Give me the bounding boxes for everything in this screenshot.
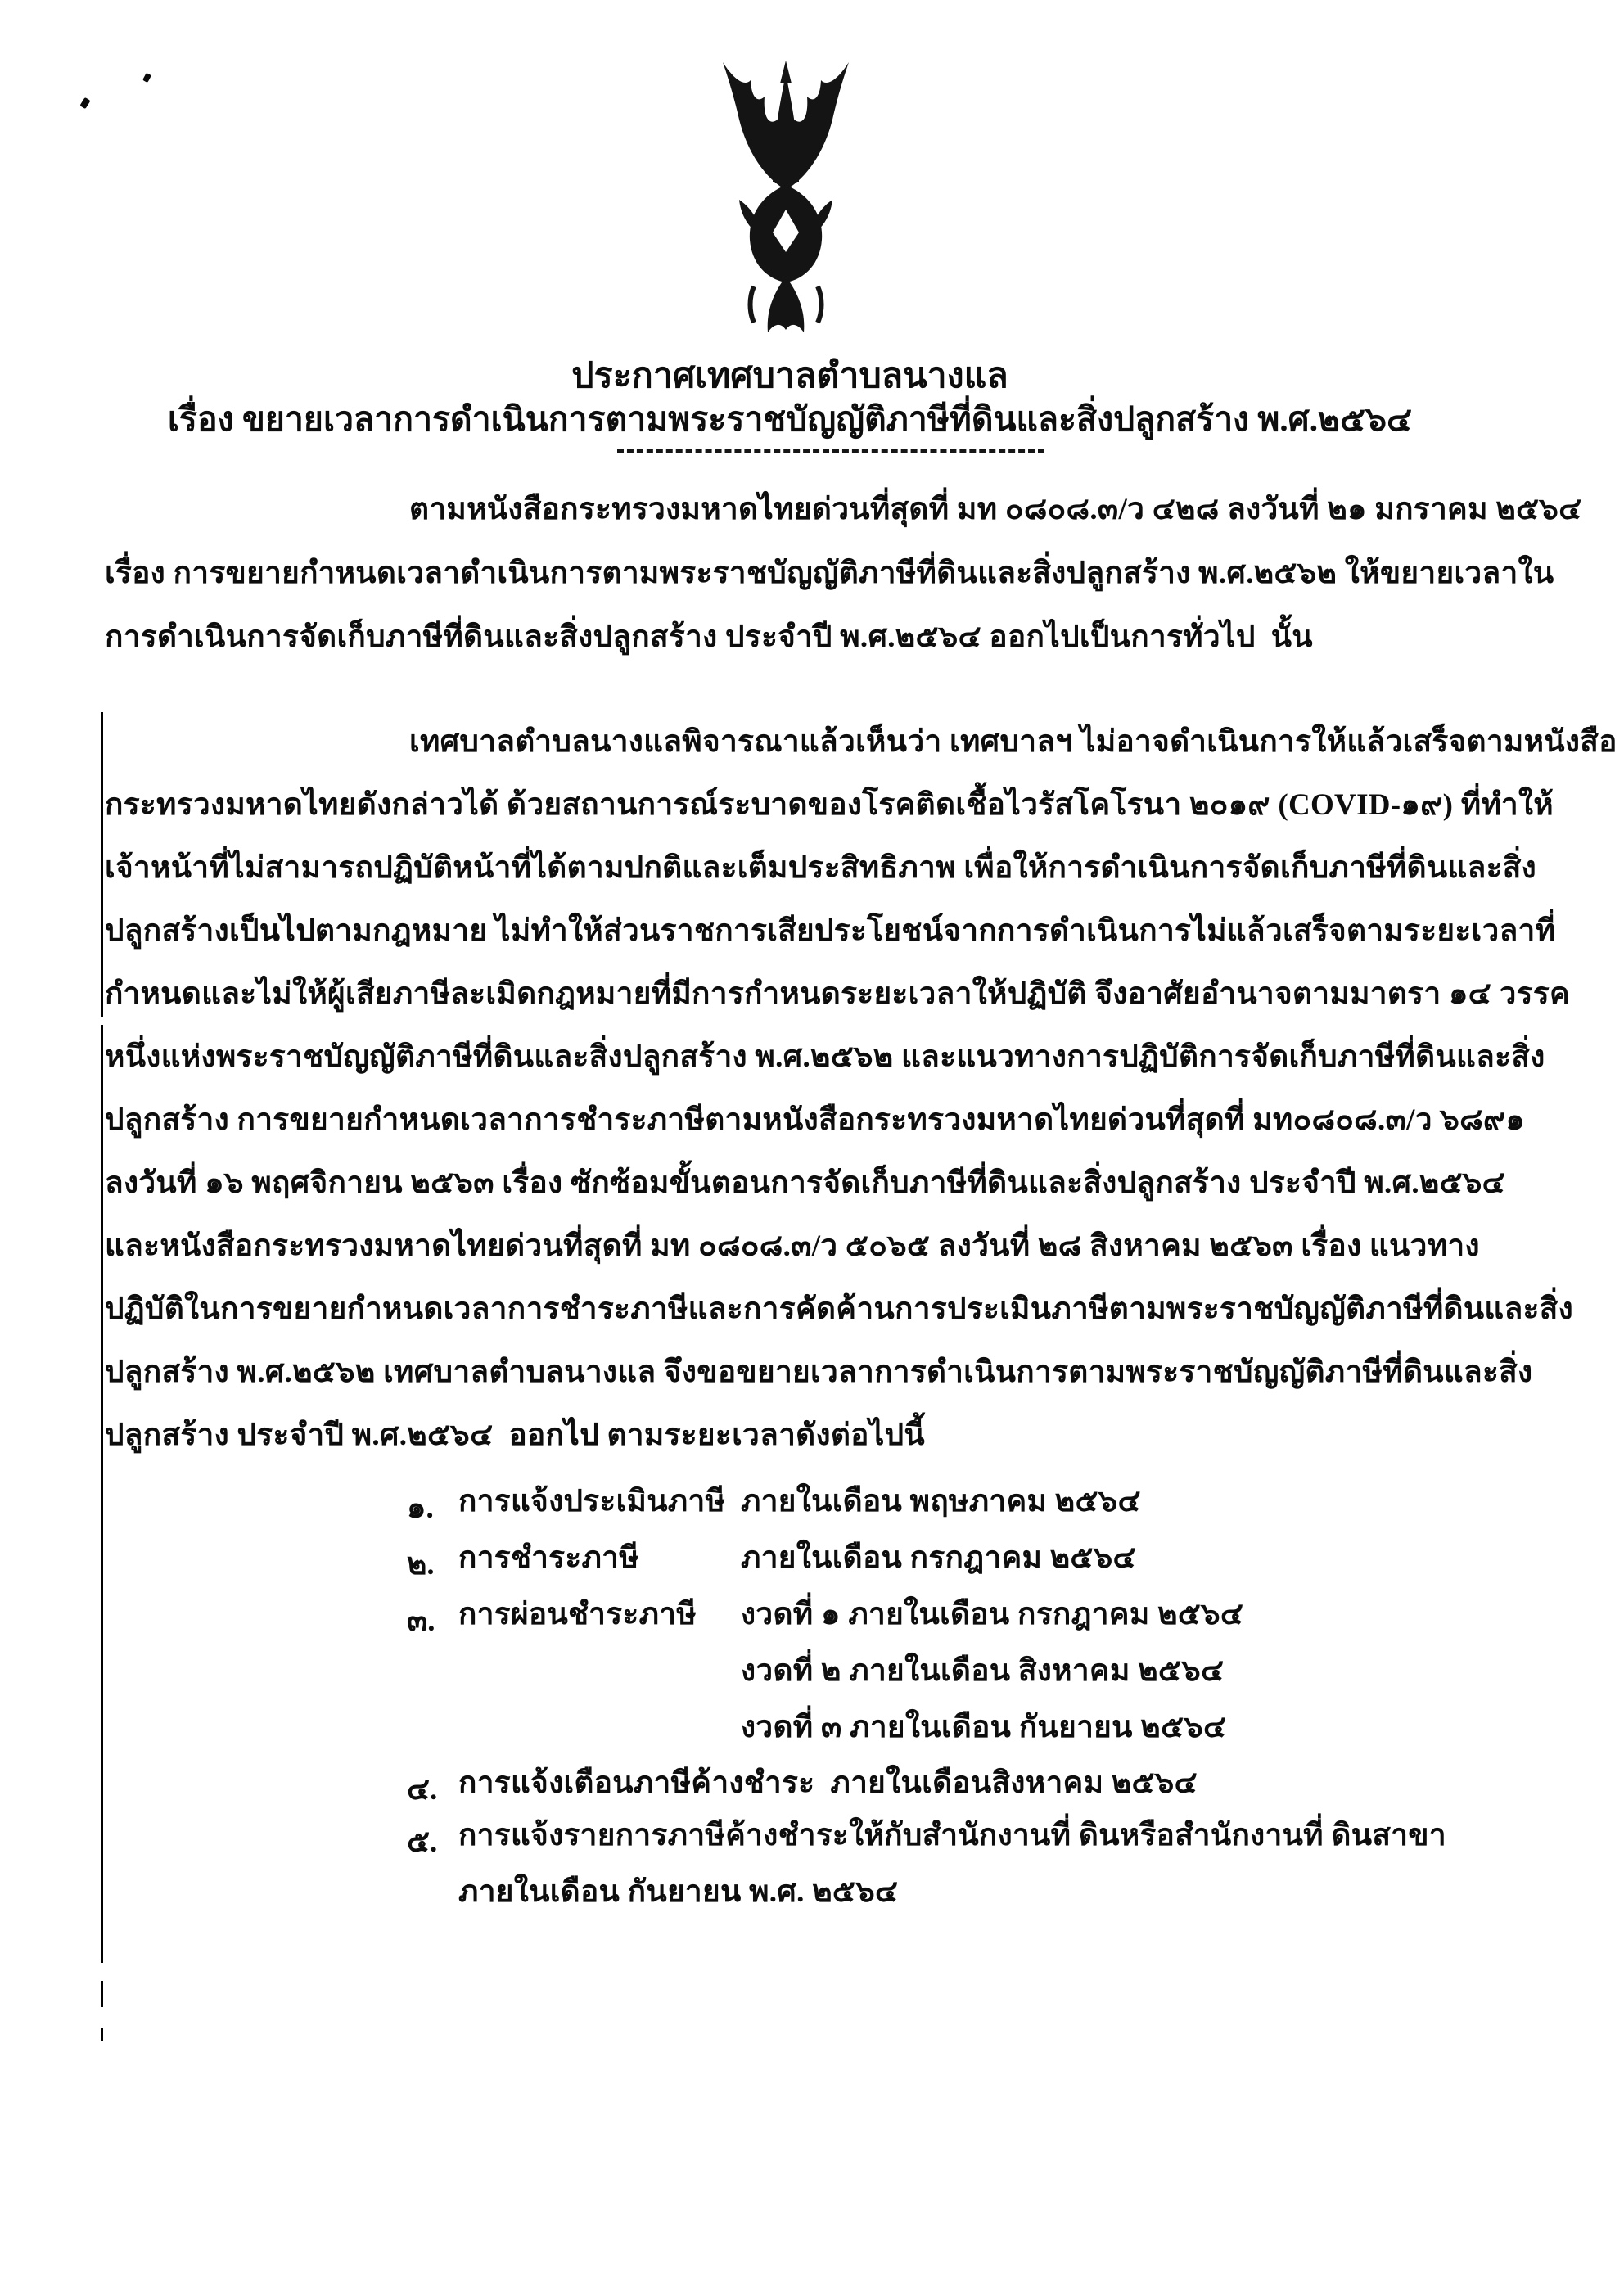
scan-artifact-line: [101, 1025, 103, 1963]
para1-line3: การดำเนินการจัดเก็บภาษีที่ดินและสิ่งปลูกสร้าง ประจำปี พ.ศ.๒๕๖๔ ออกไปเป็นการทั่วไป นั้น: [105, 620, 1313, 654]
para2-line12: ปลูกสร้าง ประจำปี พ.ศ.๒๕๖๔ ออกไป ตามระยะเวลาดังต่อไปนี้: [105, 1419, 925, 1452]
schedule-item1-number: ๑.: [407, 1491, 434, 1525]
scan-artifact-line: [101, 2028, 103, 2041]
schedule-item3-number: ๓.: [407, 1604, 435, 1638]
para2-line8: ลงวันที่ ๑๖ พฤศจิกายน ๒๕๖๓ เรื่อง ซักซ้อมขั้นตอนการจัดเก็บภาษีที่ดินและสิ่งปลูกสร้าง ประจำปี พ.ศ.๒๕๖๔: [105, 1166, 1505, 1200]
para2-line3: เจ้าหน้าที่ไม่สามารถปฏิบัติหน้าที่ได้ตามปกติและเต็มประสิทธิภาพ เพื่อให้การดำเนินการจัดเก็บภาษีที่ดินและสิ่ง: [105, 851, 1537, 885]
para2-line2: กระทรวงมหาดไทยดังกล่าวได้ ด้วยสถานการณ์ระบาดของโรคติดเชื้อไวรัสโคโรนา ๒๐๑๙ (COVID-๑๙) ที่ทำให้: [105, 788, 1554, 822]
separator-dashes: [617, 449, 1044, 453]
schedule-item2-number: ๒.: [407, 1548, 435, 1581]
para2-line1: เทศบาลตำบลนางแลพิจารณาแล้วเห็นว่า เทศบาลฯ ไม่อาจดำเนินการให้แล้วเสร็จตามหนังสือ: [409, 725, 1617, 759]
schedule-item3-detail2: งวดที่ ๒ ภายในเดือน สิงหาคม ๒๕๖๔: [741, 1654, 1225, 1688]
schedule-item5-continuation: ภายในเดือน กันยายน พ.ศ. ๒๕๖๔: [458, 1875, 899, 1909]
schedule-item4-number: ๔.: [407, 1773, 438, 1807]
para2-line9: และหนังสือกระทรวงมหาดไทยด่วนที่สุดที่ มท ๐๘๐๘.๓/ว ๕๐๖๕ ลงวันที่ ๒๘ สิงหาคม ๒๕๖๓ เรื่อง แนวทาง: [105, 1229, 1480, 1263]
para1-line1: ตามหนังสือกระทรวงมหาดไทยด่วนที่สุดที่ มท ๐๘๐๘.๓/ว ๔๒๘ ลงวันที่ ๒๑ มกราคม ๒๕๖๔: [409, 493, 1582, 526]
schedule-item1-detail: ภายในเดือน พฤษภาคม ๒๕๖๔: [741, 1485, 1141, 1518]
para2-line7: ปลูกสร้าง การขยายกำหนดเวลาการชำระภาษีตามหนังสือกระทรวงมหาดไทยด่วนที่สุดที่ มท๐๘๐๘.๓/ว ๖๘๙๑: [105, 1103, 1526, 1137]
schedule-item3-detail1: งวดที่ ๑ ภายในเดือน กรกฎาคม ๒๕๖๔: [741, 1598, 1244, 1631]
schedule-item4-label: การแจ้งเตือนภาษีค้างชำระ ภายในเดือนสิงหาคม ๒๕๖๔: [458, 1766, 1198, 1800]
schedule-item2-detail: ภายในเดือน กรกฎาคม ๒๕๖๔: [741, 1541, 1136, 1575]
schedule-item5-label: การแจ้งรายการภาษีค้างชำระให้กับสำนักงานที่ ดินหรือสำนักงานที่ ดินสาขา: [458, 1819, 1446, 1852]
para2-line6: หนึ่งแห่งพระราชบัญญัติภาษีที่ดินและสิ่งปลูกสร้าง พ.ศ.๒๕๖๒ และแนวทางการปฏิบัติการจัดเก็บภาษีที่ดินและสิ่ง: [105, 1040, 1545, 1074]
para1-line2: เรื่อง การขยายกำหนดเวลาดำเนินการตามพระราชบัญญัติภาษีที่ดินและสิ่งปลูกสร้าง พ.ศ.๒๕๖๒ ให้ขยายเวลาใน: [105, 557, 1554, 590]
announcement-org-title: ประกาศเทศบาลตำบลนางแล: [571, 357, 1008, 395]
scan-artifact-line: [101, 712, 103, 1017]
para2-line5: กำหนดและไม่ให้ผู้เสียภาษีละเมิดกฎหมายที่มีการกำหนดระยะเวลาให้ปฏิบัติ จึงอาศัยอำนาจตามมาตรา ๑๔ วรรค: [105, 977, 1571, 1011]
schedule-item3-detail3: งวดที่ ๓ ภายในเดือน กันยายน ๒๕๖๔: [741, 1711, 1227, 1744]
schedule-item2-label: การชำระภาษี: [458, 1541, 639, 1575]
para2-line4: ปลูกสร้างเป็นไปตามกฎหมาย ไม่ทำให้ส่วนราชการเสียประโยชน์จากการดำเนินการไม่แล้วเสร็จตามระยะเวลาที่: [105, 914, 1556, 948]
announcement-subject-title: เรื่อง ขยายเวลาการดำเนินการตามพระราชบัญญัติภาษีที่ดินและสิ่งปลูกสร้าง พ.ศ.๒๕๖๔: [167, 400, 1413, 438]
para2-line10: ปฏิบัติในการขยายกำหนดเวลาการชำระภาษีและการคัดค้านการประเมินภาษีตามพระราชบัญญัติภาษีที่ดินและสิ่ง: [105, 1292, 1573, 1326]
schedule-item1-label: การแจ้งประเมินภาษี: [458, 1485, 726, 1518]
garuda-emblem-icon: [692, 49, 880, 336]
schedule-item5-number: ๕.: [407, 1825, 438, 1859]
schedule-item3-label: การผ่อนชำระภาษี: [458, 1598, 697, 1631]
scan-speck: [142, 73, 151, 83]
para2-line11: ปลูกสร้าง พ.ศ.๒๕๖๒ เทศบาลตำบลนางแล จึงขอขยายเวลาการดำเนินการตามพระราชบัญญัติภาษีที่ดินและสิ่ง: [105, 1355, 1533, 1389]
scan-speck: [79, 97, 90, 109]
scan-artifact-line: [101, 1981, 103, 2007]
